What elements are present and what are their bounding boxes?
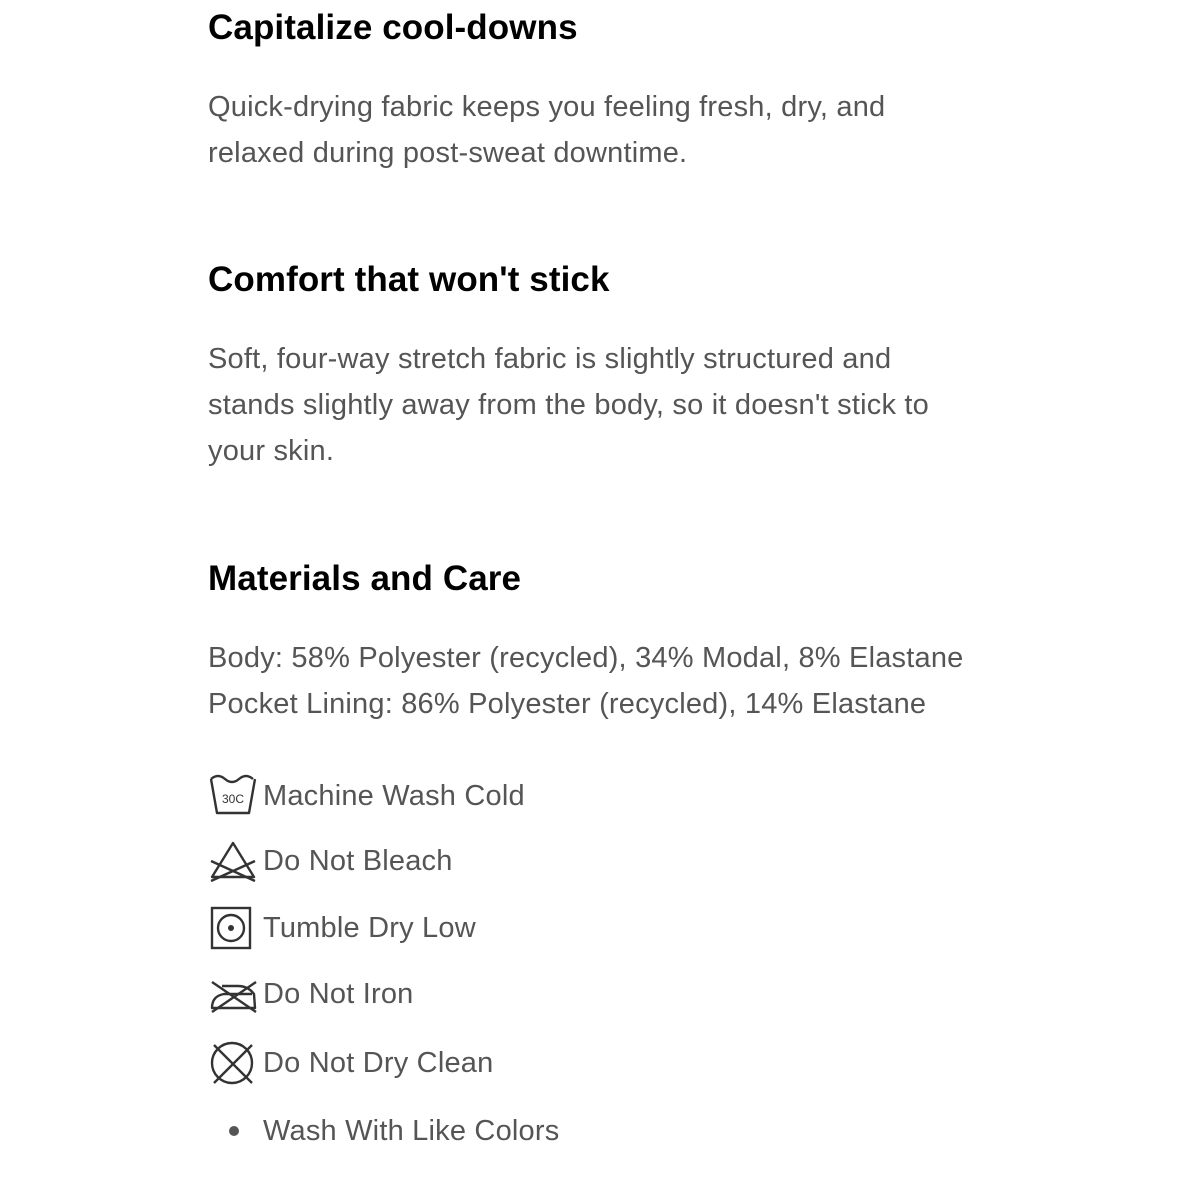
care-label: Do Not Iron [263, 977, 414, 1010]
do-not-bleach-icon [208, 835, 260, 887]
care-label: Wash With Like Colors [263, 1114, 560, 1147]
do-not-dry-clean-icon [208, 1037, 260, 1089]
section-paragraph [208, 336, 1008, 474]
paragraph-line: stands slightly away from the body, so it doesn't stick to [208, 389, 929, 421]
care-item-tumble-dry-low [208, 902, 476, 954]
care-label: Machine Wash Cold [263, 779, 525, 812]
care-item-do-not-bleach [208, 835, 453, 887]
do-not-iron-icon [208, 968, 260, 1020]
materials-line-body: Body: 58% Polyester (recycled), 34% Modal, 8% Elastane [208, 642, 964, 674]
paragraph-line: Soft, four-way stretch fabric is slightly structured and [208, 343, 892, 375]
svg-text:30C: 30C [221, 792, 245, 806]
care-label: Do Not Bleach [263, 844, 453, 877]
paragraph-line: Quick-drying fabric keeps you feeling fresh, dry, and [208, 91, 886, 123]
care-item-do-not-iron [208, 968, 414, 1020]
section-capitalize-cool-downs [208, 8, 1008, 176]
materials-composition [208, 635, 1008, 727]
paragraph-line: relaxed during post-sweat downtime. [208, 137, 688, 169]
section-heading: Comfort that won't stick [208, 260, 610, 299]
section-materials-and-care [208, 559, 1008, 727]
section-paragraph [208, 84, 1008, 176]
section-heading: Materials and Care [208, 559, 522, 598]
care-item-wash-with-like-colors [208, 1105, 559, 1157]
bullet-icon [208, 1126, 260, 1136]
machine-wash-30c-icon [208, 770, 260, 822]
paragraph-line: your skin. [208, 435, 335, 467]
care-label: Tumble Dry Low [263, 911, 476, 944]
care-item-machine-wash [208, 770, 525, 822]
care-item-do-not-dry-clean [208, 1037, 493, 1089]
materials-line-pocket-lining: Pocket Lining: 86% Polyester (recycled), 14% Elastane [208, 688, 927, 720]
tumble-dry-low-icon [208, 902, 260, 954]
section-heading: Capitalize cool-downs [208, 8, 578, 47]
section-comfort-that-wont-stick [208, 260, 1008, 474]
care-label: Do Not Dry Clean [263, 1046, 494, 1079]
